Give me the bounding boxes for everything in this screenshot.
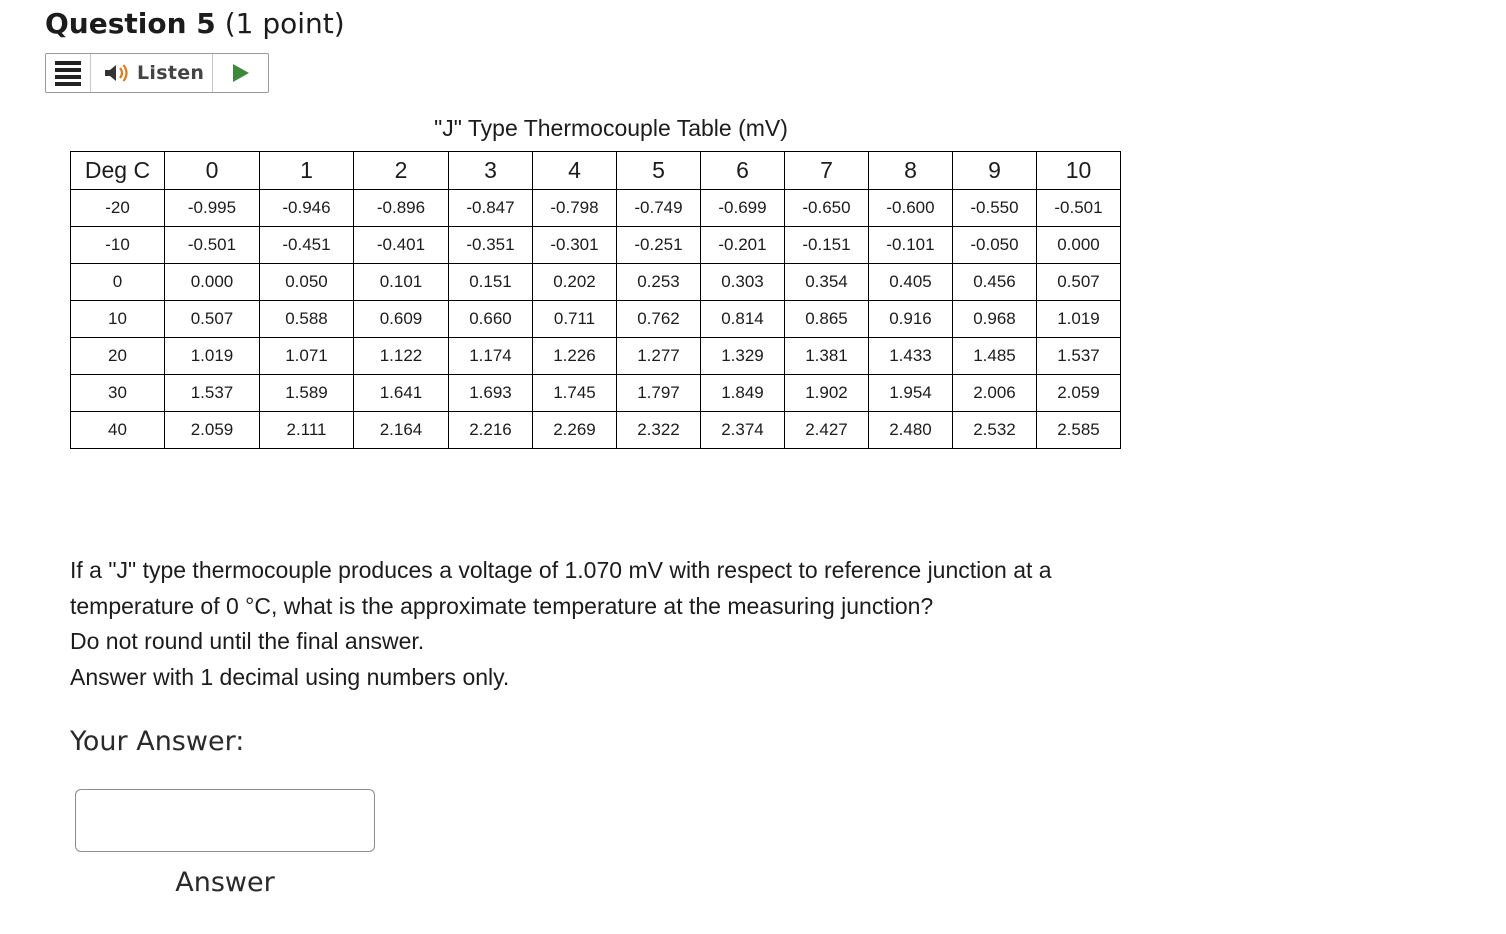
listen-label: Listen	[137, 62, 205, 84]
table-cell: 1.277	[617, 338, 701, 375]
play-button[interactable]	[213, 54, 268, 92]
table-cell: 0.762	[617, 301, 701, 338]
header-cell: 7	[785, 152, 869, 190]
table-cell: 0.588	[260, 301, 354, 338]
table-cell: 2.322	[617, 412, 701, 449]
table-cell: 2.532	[953, 412, 1037, 449]
table-cell: -0.301	[533, 227, 617, 264]
table-cell: 1.433	[869, 338, 953, 375]
table-cell: 1.019	[165, 338, 260, 375]
table-cell: 1.329	[701, 338, 785, 375]
table-cell: -0.847	[449, 190, 533, 227]
row-temperature-cell: 30	[71, 375, 165, 412]
table-cell: -0.351	[449, 227, 533, 264]
row-temperature-cell: 20	[71, 338, 165, 375]
header-cell: 0	[165, 152, 260, 190]
table-cell: -0.101	[869, 227, 953, 264]
table-cell: -0.946	[260, 190, 354, 227]
table-cell: -0.650	[785, 190, 869, 227]
table-cell: 0.968	[953, 301, 1037, 338]
header-cell: 1	[260, 152, 354, 190]
table-cell: 0.101	[354, 264, 449, 301]
question-title: Question 5	[45, 7, 216, 40]
row-temperature-cell: -10	[71, 227, 165, 264]
thermocouple-table	[70, 151, 1121, 449]
table-cell: 1.745	[533, 375, 617, 412]
row-temperature-cell: 10	[71, 301, 165, 338]
header-cell-deg-c: Deg C	[71, 152, 165, 190]
table-row	[71, 190, 1121, 227]
speaker-icon	[103, 62, 131, 84]
table-cell: 0.000	[1037, 227, 1121, 264]
table-cell: 0.253	[617, 264, 701, 301]
table-cell: 1.019	[1037, 301, 1121, 338]
table-row	[71, 412, 1121, 449]
table-row	[71, 375, 1121, 412]
table-cell: 1.485	[953, 338, 1037, 375]
table-cell: 1.226	[533, 338, 617, 375]
table-cell: 2.059	[1037, 375, 1121, 412]
answer-input[interactable]	[75, 789, 375, 852]
table-cell: 0.814	[701, 301, 785, 338]
question-prompt: If a "J" type thermocouple produces a voltage of 1.070 mV with respect to reference junction at a temperature of 0 °C, what is the approximate temperature at the measuring junction?	[70, 557, 1052, 619]
table-cell: 1.537	[1037, 338, 1121, 375]
table-cell: 0.202	[533, 264, 617, 301]
table-cell: 0.151	[449, 264, 533, 301]
table-cell: -0.401	[354, 227, 449, 264]
table-cell: 0.303	[701, 264, 785, 301]
table-cell: 0.865	[785, 301, 869, 338]
listen-button[interactable]	[91, 54, 213, 92]
header-cell: 8	[869, 152, 953, 190]
table-cell: 0.507	[165, 301, 260, 338]
question-instruction-rounding: Do not round until the final answer.	[70, 628, 425, 654]
table-cell: -0.798	[533, 190, 617, 227]
header-cell: 10	[1037, 152, 1121, 190]
table-cell: 1.954	[869, 375, 953, 412]
table-cell: 2.374	[701, 412, 785, 449]
table-cell: -0.699	[701, 190, 785, 227]
table-cell: 0.354	[785, 264, 869, 301]
table-cell: 0.456	[953, 264, 1037, 301]
read-aloud-toolbar	[45, 53, 269, 93]
table-cell: 2.427	[785, 412, 869, 449]
table-cell: 2.059	[165, 412, 260, 449]
table-cell: 0.050	[260, 264, 354, 301]
table-cell: -0.050	[953, 227, 1037, 264]
table-row	[71, 227, 1121, 264]
table-cell: -0.201	[701, 227, 785, 264]
table-cell: 0.711	[533, 301, 617, 338]
table-cell: -0.151	[785, 227, 869, 264]
question-points: (1 point)	[224, 7, 345, 40]
play-icon	[232, 63, 250, 83]
table-cell: 1.381	[785, 338, 869, 375]
table-title: "J" Type Thermocouple Table (mV)	[434, 115, 788, 141]
table-cell: -0.501	[1037, 190, 1121, 227]
table-cell: 1.641	[354, 375, 449, 412]
table-cell: 1.797	[617, 375, 701, 412]
table-cell: 0.660	[449, 301, 533, 338]
table-row	[71, 338, 1121, 375]
table-cell: -0.251	[617, 227, 701, 264]
answer-field-label: Answer	[175, 867, 275, 898]
table-cell: 1.849	[701, 375, 785, 412]
hamburger-menu-icon[interactable]	[46, 54, 91, 92]
header-cell: 3	[449, 152, 533, 190]
table-cell: 2.269	[533, 412, 617, 449]
table-cell: 1.071	[260, 338, 354, 375]
table-cell: -0.995	[165, 190, 260, 227]
table-row	[71, 264, 1121, 301]
table-cell: 1.902	[785, 375, 869, 412]
table-cell: 0.405	[869, 264, 953, 301]
table-cell: -0.501	[165, 227, 260, 264]
your-answer-label: Your Answer:	[70, 726, 245, 757]
table-cell: 1.693	[449, 375, 533, 412]
table-cell: -0.550	[953, 190, 1037, 227]
table-cell: -0.749	[617, 190, 701, 227]
table-cell: 1.122	[354, 338, 449, 375]
header-cell: 2	[354, 152, 449, 190]
question-text	[70, 553, 1150, 695]
header-cell: 9	[953, 152, 1037, 190]
table-cell: 0.507	[1037, 264, 1121, 301]
question-header	[45, 4, 345, 44]
header-cell: 5	[617, 152, 701, 190]
table-cell: 1.537	[165, 375, 260, 412]
table-header-row	[71, 152, 1121, 190]
table-cell: 2.216	[449, 412, 533, 449]
row-temperature-cell: -20	[71, 190, 165, 227]
table-cell: 0.000	[165, 264, 260, 301]
table-cell: 2.585	[1037, 412, 1121, 449]
table-cell: 1.174	[449, 338, 533, 375]
table-cell: 2.006	[953, 375, 1037, 412]
table-cell: 1.589	[260, 375, 354, 412]
question-instruction-format: Answer with 1 decimal using numbers only.	[70, 663, 510, 690]
table-cell: 2.480	[869, 412, 953, 449]
table-cell: 2.164	[354, 412, 449, 449]
table-cell: 2.111	[260, 412, 354, 449]
table-cell: -0.600	[869, 190, 953, 227]
row-temperature-cell: 0	[71, 264, 165, 301]
table-row	[71, 301, 1121, 338]
table-cell: -0.896	[354, 190, 449, 227]
table-cell: 0.916	[869, 301, 953, 338]
table-cell: 0.609	[354, 301, 449, 338]
row-temperature-cell: 40	[71, 412, 165, 449]
table-cell: -0.451	[260, 227, 354, 264]
header-cell: 4	[533, 152, 617, 190]
header-cell: 6	[701, 152, 785, 190]
